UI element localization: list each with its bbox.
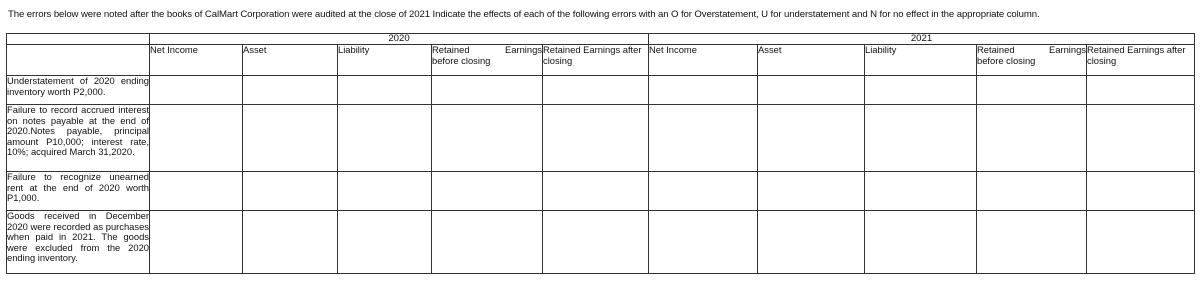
row-label-accrued-interest: Failure to record accrued interest on notes payable at the end of 2020.Notes payable, principal amount P10,000; interest rate, 10%; acquired March 31,2020.: [7, 105, 150, 172]
answer-cell[interactable]: [150, 105, 243, 172]
answer-cell[interactable]: [865, 172, 977, 211]
col-2021-net-income: Net Income: [649, 45, 758, 76]
instructions-text: The errors below were noted after the books of CalMart Corporation were audited at the close of 2021 Indicate the effects of each of the following errors with an O for Overstatement, U for understatement and N for no effect in the appropriate column.: [8, 9, 1040, 20]
table-row: [7, 172, 1195, 211]
column-header-row: [7, 45, 1195, 76]
col-2020-re-after-closing: Retained Earnings after closing: [543, 45, 649, 76]
year-2021-header: 2021: [649, 34, 1195, 45]
answer-cell[interactable]: [243, 172, 338, 211]
answer-cell[interactable]: [758, 76, 865, 105]
answer-cell[interactable]: [977, 172, 1087, 211]
col-2021-re-before-closing: Retained Earnings before closing: [977, 45, 1087, 76]
col-2020-asset: Asset: [243, 45, 338, 76]
answer-cell[interactable]: [758, 172, 865, 211]
table-row: [7, 105, 1195, 172]
col-2021-re-after-closing: Retained Earnings after closing: [1087, 45, 1195, 76]
answer-cell[interactable]: [338, 105, 432, 172]
answer-cell[interactable]: [1087, 172, 1195, 211]
answer-cell[interactable]: [543, 76, 649, 105]
col-2020-re-before-closing: Retained Earnings before closing: [432, 45, 543, 76]
answer-cell[interactable]: [977, 76, 1087, 105]
answer-cell[interactable]: [338, 172, 432, 211]
col-2021-liability: Liability: [865, 45, 977, 76]
answer-cell[interactable]: [432, 172, 543, 211]
table-row: [7, 76, 1195, 105]
answer-cell[interactable]: [1087, 76, 1195, 105]
answer-cell[interactable]: [243, 105, 338, 172]
answer-cell[interactable]: [649, 76, 758, 105]
col-2021-asset: Asset: [758, 45, 865, 76]
answer-cell[interactable]: [758, 211, 865, 274]
year-2020-header: 2020: [150, 34, 649, 45]
answer-cell[interactable]: [865, 76, 977, 105]
year-header-row: [7, 34, 1195, 45]
answer-cell[interactable]: [543, 172, 649, 211]
answer-cell[interactable]: [977, 211, 1087, 274]
answer-cell[interactable]: [338, 211, 432, 274]
answer-cell[interactable]: [432, 105, 543, 172]
error-effects-table: [6, 33, 1195, 274]
answer-cell[interactable]: [977, 105, 1087, 172]
answer-cell[interactable]: [1087, 211, 1195, 274]
row-label-inventory-understatement: Understatement of 2020 ending inventory worth P2,000.: [7, 76, 150, 105]
answer-cell[interactable]: [758, 105, 865, 172]
answer-cell[interactable]: [150, 211, 243, 274]
answer-cell[interactable]: [1087, 105, 1195, 172]
row-label-header: [7, 45, 150, 76]
answer-cell[interactable]: [150, 76, 243, 105]
answer-cell[interactable]: [150, 172, 243, 211]
answer-cell[interactable]: [649, 105, 758, 172]
row-label-unearned-rent: Failure to recognize unearned rent at the end of 2020 worth P1,000.: [7, 172, 150, 211]
answer-cell[interactable]: [432, 211, 543, 274]
header-corner-cell: [7, 34, 150, 45]
col-2020-net-income: Net Income: [150, 45, 243, 76]
answer-cell[interactable]: [649, 211, 758, 274]
answer-cell[interactable]: [543, 211, 649, 274]
answer-cell[interactable]: [243, 211, 338, 274]
answer-cell[interactable]: [543, 105, 649, 172]
answer-cell[interactable]: [338, 76, 432, 105]
answer-cell[interactable]: [432, 76, 543, 105]
answer-cell[interactable]: [243, 76, 338, 105]
col-2020-liability: Liability: [338, 45, 432, 76]
row-label-goods-received: Goods received in December 2020 were recorded as purchases when paid in 2021. The goods were excluded from the 2020 ending inventory.: [7, 211, 150, 274]
answer-cell[interactable]: [865, 211, 977, 274]
answer-cell[interactable]: [649, 172, 758, 211]
table-row: [7, 211, 1195, 274]
answer-cell[interactable]: [865, 105, 977, 172]
